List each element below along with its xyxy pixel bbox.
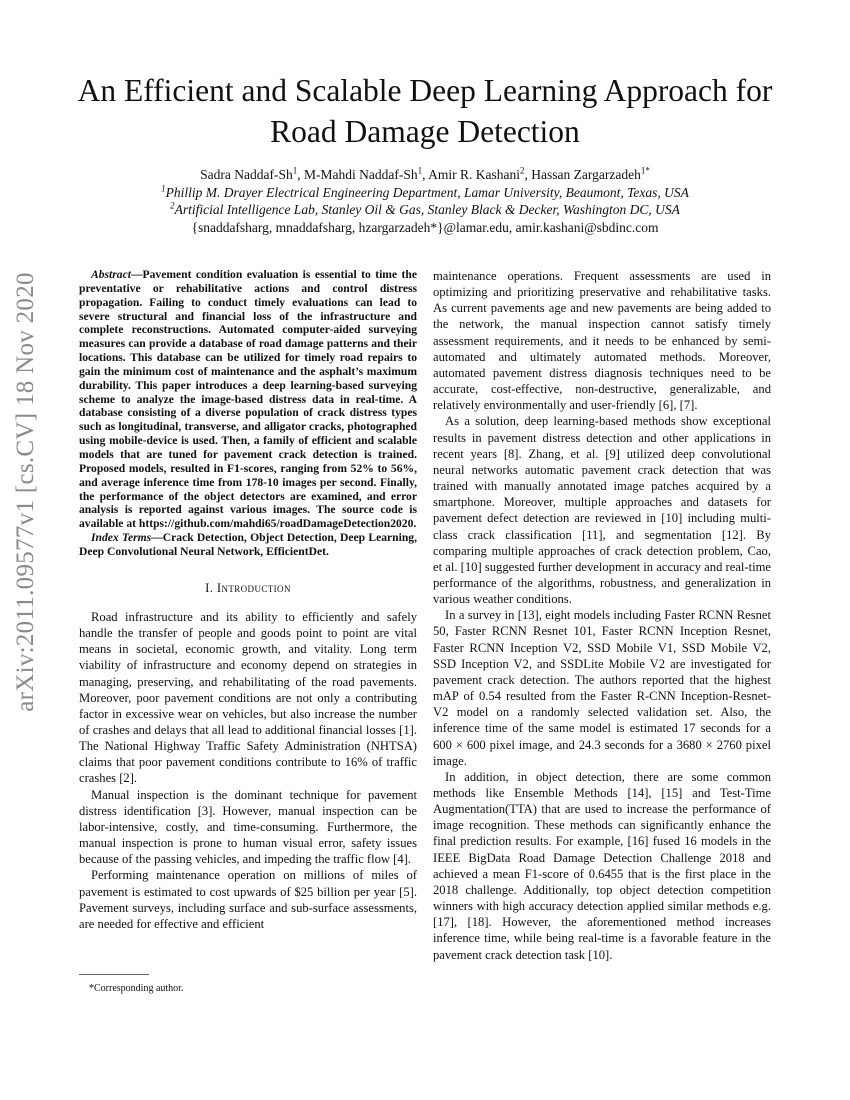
section-heading-introduction [79,580,417,596]
paper-title: An Efficient and Scalable Deep Learning Approach for Road Damage Detection [77,73,773,149]
abstract-text: Pavement condition evaluation is essential to time the preventative or rehabilitative actions and control distress propagation. Failing to conduct timely evaluations can lead to severe structural and financial loss of the infrastructure and complete reconstructions. Automated computer-aided surveying measures can provide a database of road damage patterns and their locations. This database can be utilized for timely road repairs to gain the minimum cost of maintenance and the asphalt’s maximum durability. This paper introduces a deep learning-based surveying scheme to analyze the image-based distress data in real-time. A database consisting of a diverse population of crack distress types such as longitudinal, transverse, and alligator cracks, photographed using mobile-device is used. Then, a family of efficient and scalable models that are tuned for pavement crack detection is trained. Proposed models, resulted in F1-scores, ranging from 52% to 56%, and average inference time from 178-10 images per second. Finally, the performance of the object detectors are examined, and error analysis is reported against various images. The source code is available at https://github.com/mahdi65/roadDamageDetection2020. [79,268,417,531]
arxiv-sidebar-stamp [4,272,48,712]
author-affiliation-mark: 1 [417,165,423,176]
intro-paragraph-7: In addition, in object detection, there are some common methods like Ensemble Methods [14], [15] and Test-Time Augmentation(TTA) that are used to increase the performance of image recognition. These methods can significantly enhance the final prediction results. For example, [16] fused 16 models in the IEEE BigData Road Damage Detection Challenge 2018 and achieved a mean F1-score of 0.6455 that is the first place in the 2018 challenge. Additionally, top object detection competition winners with high accuracy detection applied similar methods e.g. [17], [18]. However, the aforementioned method increases inference time, while being real-time is a favorable feature in the pavement crack detection task [10]. [433,769,771,962]
affiliation-text: Phillip M. Drayer Electrical Engineering Department, Lamar University, Beaumont, Texas, USA [165,184,689,200]
intro-paragraph-4: maintenance operations. Frequent assessments are used in optimizing and prioritizing preservative and rehabilitative tasks. As current pavements age and new pavements are being added to the network, the manual inspection cannot satisfy timely assessment requirements, and it needs to be enhanced by semi-automated and ultimately automated methods. Moreover, automated pavement distress diagnosis techniques need to be accurate, cost-effective, non-destructive, generalizable, and relatively environmentally and user-friendly [6], [7]. [433,269,771,413]
author-name: Amir R. Kashani [428,167,521,182]
section-number: I. [205,580,214,595]
author-separator: , [524,167,532,182]
intro-paragraph-3: Performing maintenance operation on millions of miles of pavement is estimated to cost upwards of $25 billion per year [5]. Pavement surveys, including surface and sub-surface assessments, are needed for effective and efficient [79,868,417,931]
footnote-rule [79,974,149,975]
author-affiliation-mark: 1* [640,165,650,176]
right-column [433,268,771,963]
author-names [60,166,790,184]
affiliation-mark: 2 [170,200,175,211]
intro-paragraph-2: Manual inspection is the dominant technique for pavement distress identification [3]. However, manual inspection can be labor-intensive, costly, and time-consuming. Furthermore, the manual inspection is prone to human visual error, safety issues because of the passing vehicles, and impeding the traffic flow [4]. [79,787,417,867]
index-terms-text: Crack Detection, Object Detection, Deep Learning, Deep Convolutional Neural Network, EfficientDet. [79,531,417,558]
author-affiliation-mark: 1 [292,165,298,176]
author-name: Sadra Naddaf-Sh [200,167,293,182]
index-terms: Index Terms—Crack Detection, Object Detection, Deep Learning, Deep Convolutional Neural Network, EfficientDet. [79,531,417,558]
section-title: Introduction [216,580,291,595]
affiliation-text: Artificial Intelligence Lab, Stanley Oil & Gas, Stanley Black & Decker, Washington DC, USA [174,202,680,217]
intro-paragraph-1: Road infrastructure and its ability to efficiently and safely handle the transfer of people and goods point to point are vital means in societal, economic growth, and vitality. Long term viability of infrastructure and economy depend on strategies in managing, preserving, and rehabilitating of the road pavements. Moreover, poor pavement conditions are not only a contributing factor in excessive wear on vehicles, but also increase the number of crashes and delays that all lead to additional financial losses [1]. The National Highway Traffic Safety Administration (NHTSA) claims that poor pavement conditions contribute to 16% of traffic crashes [2]. [79,609,417,786]
affiliation-mark: 1 [161,183,166,193]
author-name: M-Mahdi Naddaf-Sh [304,167,418,182]
author-emails: {snaddafsharg, mnaddafsharg, hzargarzadeh*}@lamar.edu, amir.kashani@sbdinc.com [191,219,659,235]
author-separator: , [297,167,305,182]
intro-paragraph-6: In a survey in [13], eight models including Faster RCNN Resnet 50, Faster RCNN Resnet 101, Faster RCNN Inception Resnet, Faster RCNN Inception V2, SSD Mobile V1, SSD Mobile V2, SSD Inception V2, and SSDLite Mobile V2 are investigated for pavement crack detection. The authors reported that the highest mAP of 0.54 resulted from the Faster R-CNN Inception-Resnet-V2 model on a randomly selected validation set. Also, the inference time of the same model is estimated 17 seconds for a 600 × 600 pixel image, and 24.3 seconds for a 3680 × 2760 pixel image. [433,608,771,768]
intro-paragraph-5: As a solution, deep learning-based methods show exceptional results in pavement distress detection and other applications in recent years [8]. Zhang, et al. [9] utilized deep convolutional neural networks automatic pavement crack detection that was trained with manually annotated image patches acquired by a smartphone. Moreover, multiple approaches and datasets for pavement defect detection are reviewed in [10] including multi-class crack classification [11], and segmentation [12]. By comparing multiple approaches of crack detection problem, Cao, et al. [10] suggested further development in accuracy and real-time performance of the algorithms, robustness, and generalization in various weather conditions. [433,414,771,607]
affiliation-2 [60,201,790,219]
arxiv-identifier: arXiv:2011.09577v1 [cs.CV] 18 Nov 2020 [12,272,40,712]
author-separator: , [422,167,429,182]
footnote [79,982,417,995]
abstract-label: Abstract [91,268,131,281]
author-block [60,166,790,236]
affiliation-1 [60,184,790,202]
left-column [79,268,417,932]
footnote-text: *Corresponding author. [89,983,184,994]
author-name: Hassan Zargarzadeh [531,167,641,182]
author-affiliation-mark: 2 [520,165,525,176]
index-terms-label: Index Terms [91,531,152,545]
abstract: Abstract—Pavement condition evaluation is essential to time the preventative or rehabilitative actions and control distress propagation. Failing to conduct timely evaluations can lead to severe structural and financial loss of the infrastructure and complete reconstructions. Automated computer-aided surveying measures can provide a database of road damage patterns and their locations. This database can be utilized for timely road repairs to gain the minimum cost of maintenance and the asphalt’s maximum durability. This paper introduces a deep learning-based surveying scheme to analyze the image-based distress data in real-time. A database consisting of a diverse population of crack distress types such as longitudinal, transverse, and alligator cracks, photographed using mobile-device is used. Then, a family of efficient and scalable models that are tuned for pavement crack detection is trained. Proposed models, resulted in F1-scores, ranging from 52% to 56%, and average inference time from 178-10 images per second. Finally, the performance of the object detectors are examined, and error analysis is reported against various images. The source code is available at https://github.com/mahdi65/roadDamageDetection2020. [79,268,417,531]
